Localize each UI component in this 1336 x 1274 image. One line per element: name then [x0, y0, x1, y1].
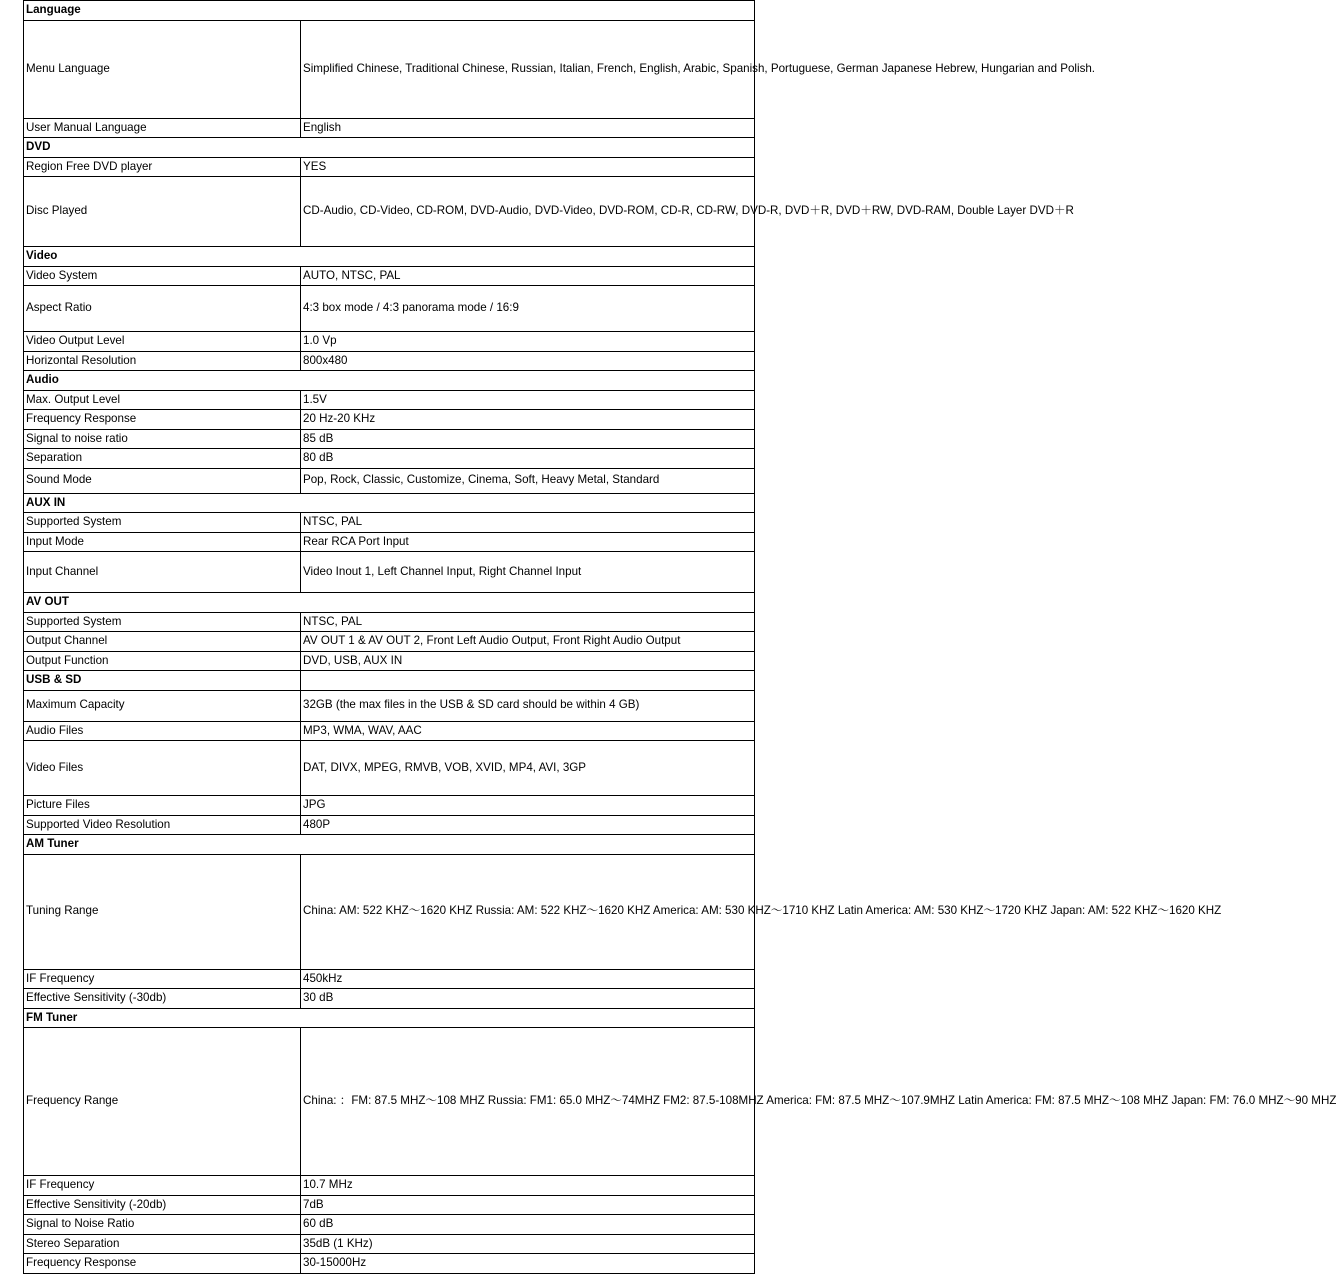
spec-label: Input Mode	[24, 532, 301, 552]
table-row	[24, 632, 755, 652]
table-row	[24, 468, 755, 493]
section-header-aux-in	[24, 493, 755, 513]
table-row	[24, 1254, 755, 1274]
spec-value: China: AM: 522 KHZ～1620 KHZ Russia: AM: 522 KHZ～1620 KHZ America: AM: 530 KHZ～1710 KHZ Latin America: AM: 530 KHZ～1720 KHZ Japan: AM: 522 KHZ～1620 KHZ	[301, 854, 755, 969]
spec-value: MP3, WMA, WAV, AAC	[301, 721, 755, 741]
spec-label: User Manual Language	[24, 118, 301, 138]
spec-value: JPG	[301, 796, 755, 816]
spec-value: 800x480	[301, 351, 755, 371]
spec-label: Menu Language	[24, 20, 301, 118]
spec-label: Separation	[24, 449, 301, 469]
spec-value: Pop, Rock, Classic, Customize, Cinema, Soft, Heavy Metal, Standard	[301, 468, 755, 493]
spec-value: DVD, USB, AUX IN	[301, 651, 755, 671]
spec-value: Rear RCA Port Input	[301, 532, 755, 552]
section-header-fm-tuner	[24, 1008, 755, 1028]
section-title: Audio	[24, 371, 755, 391]
spec-label: Effective Sensitivity (-20db)	[24, 1195, 301, 1215]
table-row	[24, 1215, 755, 1235]
spec-value: DAT, DIVX, MPEG, RMVB, VOB, XVID, MP4, AVI, 3GP	[301, 741, 755, 796]
table-row	[24, 157, 755, 177]
spec-value: Simplified Chinese, Traditional Chinese, Russian, Italian, French, English, Arabic, Spanish, Portuguese, German Japanese Hebrew, Hungarian and Polish.	[301, 20, 755, 118]
table-row	[24, 969, 755, 989]
spec-label: Sound Mode	[24, 468, 301, 493]
spec-value: 1.5V	[301, 390, 755, 410]
spec-label: Video Output Level	[24, 332, 301, 352]
spec-value: 10.7 MHz	[301, 1176, 755, 1196]
spec-label: Horizontal Resolution	[24, 351, 301, 371]
spec-value: 30 dB	[301, 989, 755, 1009]
spec-value: Video Inout 1, Left Channel Input, Right Channel Input	[301, 552, 755, 593]
spec-label: Picture Files	[24, 796, 301, 816]
section-header-language	[24, 1, 755, 21]
table-row	[24, 266, 755, 286]
table-row	[24, 1234, 755, 1254]
table-row	[24, 20, 755, 118]
spec-label: Output Function	[24, 651, 301, 671]
spec-value: YES	[301, 157, 755, 177]
spec-value: 1.0 Vp	[301, 332, 755, 352]
table-row	[24, 118, 755, 138]
section-title: Video	[24, 247, 755, 267]
spec-label: Maximum Capacity	[24, 690, 301, 721]
table-row	[24, 1028, 755, 1176]
spec-value: China: ：FM: 87.5 MHZ～108 MHZ Russia: FM1: 65.0 MHZ～74MHZ FM2: 87.5-108MHZ America: FM: 87.5 MHZ～107.9MHZ Latin America: FM: 87.5 MHZ～108 MHZ Japan: FM: 76.0 MHZ～90 MHZ	[301, 1028, 755, 1176]
spec-value: 80 dB	[301, 449, 755, 469]
spec-value: 30-15000Hz	[301, 1254, 755, 1274]
spec-sheet	[23, 0, 1336, 1274]
spec-label: Video System	[24, 266, 301, 286]
spec-value: AUTO, NTSC, PAL	[301, 266, 755, 286]
spec-label: Supported Video Resolution	[24, 815, 301, 835]
spec-label: Stereo Separation	[24, 1234, 301, 1254]
spec-label: Supported System	[24, 612, 301, 632]
spec-value: 4:3 box mode / 4:3 panorama mode / 16:9	[301, 286, 755, 332]
spec-label: Output Channel	[24, 632, 301, 652]
spec-label: Region Free DVD player	[24, 157, 301, 177]
spec-label: Frequency Response	[24, 1254, 301, 1274]
spec-label: Signal to noise ratio	[24, 429, 301, 449]
table-row	[24, 1195, 755, 1215]
table-row	[24, 741, 755, 796]
table-row	[24, 410, 755, 430]
section-header-usb-sd	[24, 671, 755, 691]
spec-value: NTSC, PAL	[301, 513, 755, 533]
table-row	[24, 989, 755, 1009]
section-header-dvd	[24, 138, 755, 158]
table-row	[24, 1176, 755, 1196]
spec-value: NTSC, PAL	[301, 612, 755, 632]
spec-label: Signal to Noise Ratio	[24, 1215, 301, 1235]
table-row	[24, 513, 755, 533]
spec-value: 480P	[301, 815, 755, 835]
table-row	[24, 552, 755, 593]
table-row	[24, 286, 755, 332]
spec-value: CD-Audio, CD-Video, CD-ROM, DVD-Audio, DVD-Video, DVD-ROM, CD-R, CD-RW, DVD-R, DVD＋R, DVD＋RW, DVD-RAM, Double Layer DVD＋R	[301, 177, 755, 247]
spec-label: Frequency Range	[24, 1028, 301, 1176]
spec-label: IF Frequency	[24, 1176, 301, 1196]
spec-label: IF Frequency	[24, 969, 301, 989]
spec-value: 7dB	[301, 1195, 755, 1215]
table-row	[24, 390, 755, 410]
spec-label: Input Channel	[24, 552, 301, 593]
table-row	[24, 177, 755, 247]
table-row	[24, 429, 755, 449]
section-title: AV OUT	[24, 593, 755, 613]
table-row	[24, 690, 755, 721]
table-row	[24, 854, 755, 969]
spec-value: 32GB (the max files in the USB & SD card should be within 4 GB)	[301, 690, 755, 721]
spec-label: Supported System	[24, 513, 301, 533]
section-title: DVD	[24, 138, 755, 158]
section-title: AM Tuner	[24, 835, 755, 855]
spec-value: 35dB (1 KHz)	[301, 1234, 755, 1254]
spec-label: Max. Output Level	[24, 390, 301, 410]
spec-label: Video Files	[24, 741, 301, 796]
spec-label: Disc Played	[24, 177, 301, 247]
section-title: AUX IN	[24, 493, 755, 513]
spec-label: Frequency Response	[24, 410, 301, 430]
spec-table	[23, 0, 1336, 1274]
section-header-am-tuner	[24, 835, 755, 855]
table-row	[24, 815, 755, 835]
section-title: FM Tuner	[24, 1008, 755, 1028]
spec-label: Aspect Ratio	[24, 286, 301, 332]
spec-label: Audio Files	[24, 721, 301, 741]
table-row	[24, 532, 755, 552]
table-row	[24, 612, 755, 632]
spec-label: Effective Sensitivity (-30db)	[24, 989, 301, 1009]
table-row	[24, 651, 755, 671]
section-header-av-out	[24, 593, 755, 613]
spec-value: 20 Hz-20 KHz	[301, 410, 755, 430]
section-title: Language	[24, 1, 755, 21]
spec-value: AV OUT 1 & AV OUT 2, Front Left Audio Output, Front Right Audio Output	[301, 632, 755, 652]
spec-label: Tuning Range	[24, 854, 301, 969]
table-row	[24, 721, 755, 741]
section-header-video	[24, 247, 755, 267]
spec-value: 450kHz	[301, 969, 755, 989]
section-header-audio	[24, 371, 755, 391]
section-title: USB & SD	[24, 671, 301, 691]
table-row	[24, 449, 755, 469]
spec-value: 85 dB	[301, 429, 755, 449]
section-title-empty-cell	[301, 671, 755, 691]
table-row	[24, 351, 755, 371]
table-row	[24, 796, 755, 816]
spec-value: 60 dB	[301, 1215, 755, 1235]
spec-value: English	[301, 118, 755, 138]
table-row	[24, 332, 755, 352]
